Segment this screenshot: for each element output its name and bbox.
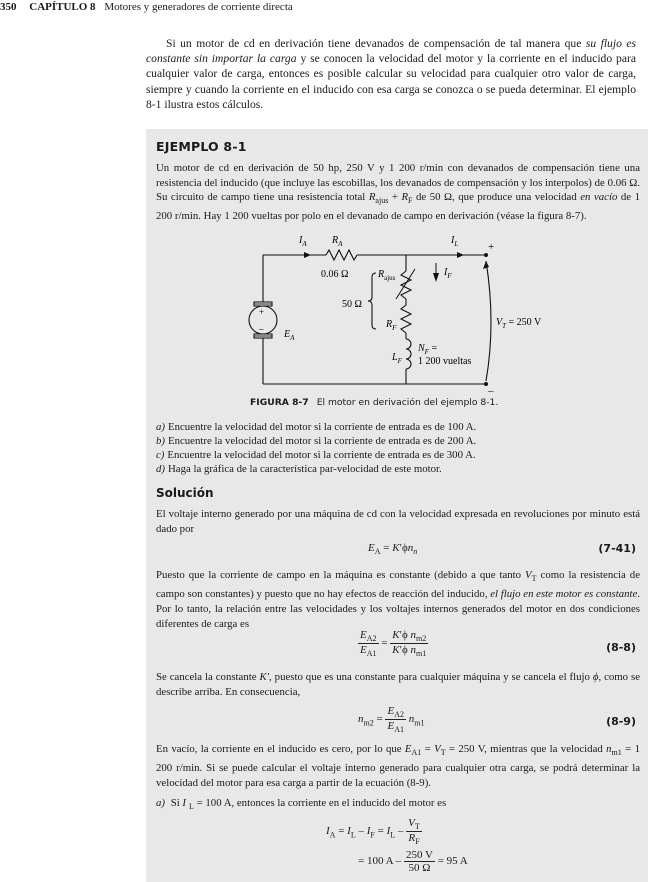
solution-paragraph-1: El voltaje interno generado por una máquina de cd con la velocidad expresada en revoluciones por minuto está dado por [156,508,640,535]
ea-label: E [284,329,291,340]
intro-text-2: su flujo es constante sin importar la carga [146,37,636,66]
nf-value: 1 200 vueltas [418,356,472,367]
terminal-minus: – [488,385,494,395]
il-label: I [451,235,455,246]
if-label: I [444,267,448,278]
source-plus: + [259,307,265,317]
svg-text:Rajus: $R_{ajus}$ [378,269,396,282]
equation-8-9: $n_{m2}$ = $\frac{E_{A2}}{E_{A1}}$ $n_{m1}$ [358,705,425,735]
nf-label: N [418,343,425,354]
figure-caption [250,397,498,408]
shunt-motor-circuit-diagram [146,225,648,395]
equation-ia-line2: = 100 A – $\frac{250 V}{50 \Omega}$ = 95 A [358,849,468,874]
intro-text-3: y se conocen la velocidad del motor y la corriente en el inducido para cualquier valor de carga, entonces es posible calcular su velocidad para cualquier otro valor de carga, siempre y cuando la corriente en el inducido con esa carga se conozca o se pueda determinar. El ejemplo 8-1 ilustra estos cálculos. [146,52,637,111]
equation-number-8-9: (8-9) [606,715,636,728]
svg-text:IL: $I_L$ [451,235,459,248]
svg-text:NF =: $N_F$ = [418,343,438,356]
rajus-label: R [378,269,385,280]
example-statement: Un motor de cd en derivación de 50 hp, 250 V y 1 200 r/min con devanados de compensación tiene una resistencia del inducido (que incluye las escobillas, los devanados de compensación y los interpolos) de 0.06 Ω. Su circuito de campo tiene una resistencia total $R_{ajus} + R_F$ de 50 Ω, que produce una velocidad en vacío de 1 200 r/min. Hay 1 200 vueltas por polo en el devanado de campo en derivación (véase la figura 8-7). [156,162,640,222]
ra-label: R [332,235,339,246]
svg-text:VT = 250 V: $V_T = 250$ V [496,317,542,330]
page-number: 350 [0,1,17,13]
equation-7-41: $E_A = K'\phi n_n$ [368,542,418,557]
lf-label: L [392,352,398,363]
terminal-plus: + [488,241,495,253]
question-d: d) Haga la gráfica de la característica par-velocidad de este motor. [156,463,442,475]
ra-value: 0.06 Ω [321,269,349,280]
svg-text:LF: $L_F$ [392,352,402,365]
example-box [146,129,648,882]
figure-caption-label: FIGURA 8-7 [250,397,309,408]
svg-text:IA: $I_A$ [299,235,307,248]
intro-text-1: Si un motor de cd en derivación tiene devanados de compensación de tal manera que [166,37,586,50]
source-minus: – [259,324,264,334]
equation-number-8-8: (8-8) [606,641,636,654]
part-a-statement: a) Si I $_L$ = 100 A, entonces la corriente en el inducido del motor es [156,797,447,812]
solution-paragraph-2: Puesto que la corriente de campo en la máquina es constante (debido a que tanto $V_T$ como la resistencia de campo son constantes) y puesto que no hay efectos de reacción del inducido, el flujo en este motor es constante. Por lo tanto, la relación entre las velocidades y los voltajes internos generados del motor en dos condiciones diferentes de carga es [156,569,640,630]
svg-text:IF: $I_F$ [444,267,452,280]
solution-paragraph-3: Se cancela la constante K′, puesto que es una constante para cualquier máquina y se cancela el flujo ϕ, como se describe arriba. En consecuencia, [156,671,640,698]
question-a: a) Encuentre la velocidad del motor si la corriente de entrada es de 100 A. [156,421,477,433]
equation-8-8: $\frac{E_{A2}}{E_{A1}}$ = $\frac{K'\phi n_{m2}}{K'\phi n_{m1}}$ [360,629,427,659]
chapter-title: Motores y generadores de corriente directa [104,1,293,13]
solution-paragraph-4: En vacío, la corriente en el inducido es cero, por lo que $E_{A1} = V_T = 250$ V, mientras que la velocidad $n_{m1} = 1$ 200 r/min. Si se puede calcular el voltaje interno generado para cualquier otra carga, se podrá determinar la velocidad del motor para esa carga a partir de la ecuación (8-9). [156,743,640,789]
equation-number-7-41: (7-41) [598,542,636,555]
solution-heading: Solución [156,486,214,500]
rf-total-value: 50 Ω [342,299,362,310]
svg-text:EA: $E_A$ [284,329,295,342]
rf-label: R [386,319,393,330]
question-b: b) Encuentre la velocidad del motor si la corriente de entrada es de 200 A. [156,435,477,447]
example-title: EJEMPLO 8-1 [156,139,247,154]
vt-label: V [496,317,503,328]
svg-text:RA: $R_A$ [332,235,343,248]
intro-paragraph [146,36,636,112]
svg-text:RF: $R_F$ [386,319,397,332]
question-c: c) Encuentre la velocidad del motor si la corriente de entrada es de 300 A. [156,449,476,461]
ia-label: I [299,235,303,246]
figure-caption-text: El motor en derivación del ejemplo 8-1. [316,397,499,408]
chapter-label: CAPÍTULO 8 [29,1,96,13]
running-header [0,1,293,13]
equation-ia-line1: $I_A = I_L - I_F = I_L$ – $\frac{V_T}{R_F}$ [326,817,420,847]
